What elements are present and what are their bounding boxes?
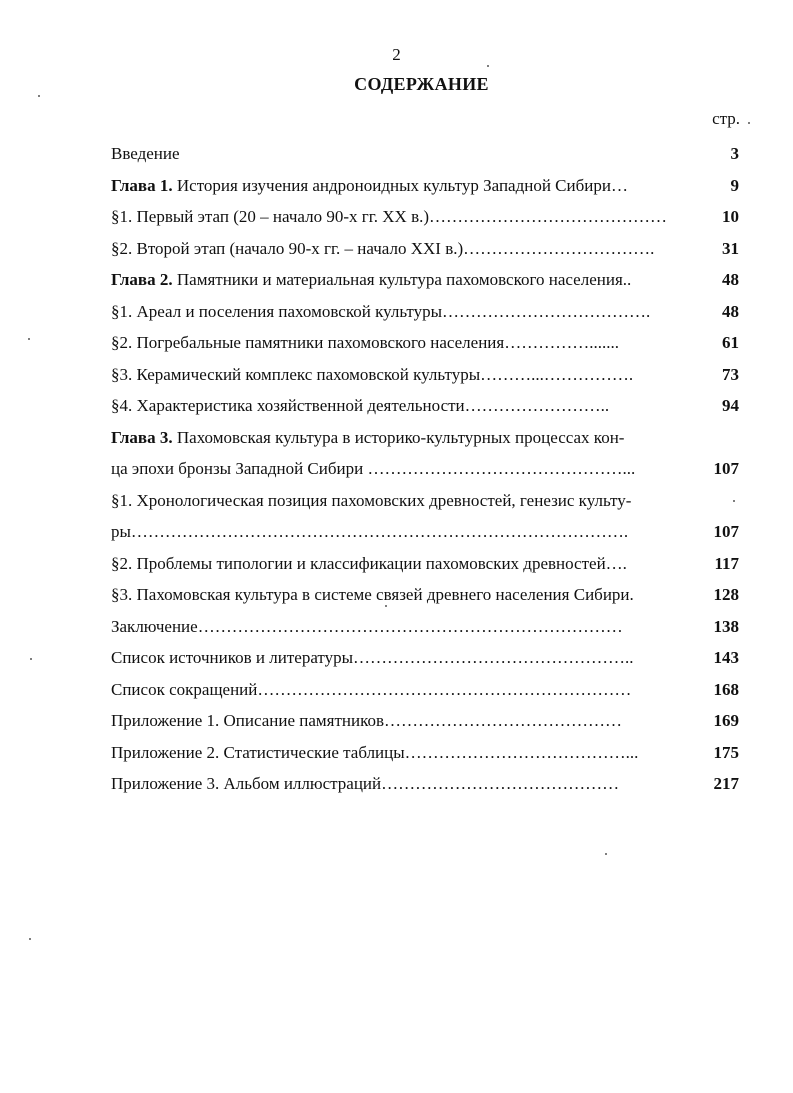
toc-entry-text: Памятники и материальная культура пахомовского населения.. [172,270,632,289]
toc-entry-page: 48 [722,301,739,321]
toc-entry-text: Введение [111,144,180,163]
toc-entry-bibliography[interactable] [111,642,739,674]
toc-entry-text: Заключение………………………………………………………………… [111,616,623,636]
toc-entry-text: §3. Пахомовская культура в системе связей древнего населения Сибири. [111,585,634,604]
toc-entry-text: ры……………………………………………………………………………. [111,522,629,541]
toc-entry-chapter-3-continued[interactable] [111,453,739,485]
toc-entry-ch1-section-1[interactable] [111,201,739,233]
toc-entry-page: 107 [713,522,739,541]
toc-entry-text: §1. Ареал и поселения пахомовской культуры………………………………. [111,301,651,321]
toc-entry-text: §1. Первый этап (20 – начало 90-х гг. ХХ в.)…………………………………… [111,207,668,226]
toc-entry-page: 73 [722,364,739,384]
toc-entry-text: Список сокращений………………………………………………………… [111,679,632,699]
scan-speck [29,938,31,940]
toc-entry-text: §4. Характеристика хозяйственной деятельности…………………….. [111,396,610,415]
toc-entry-page: 61 [722,333,739,352]
toc-entry-appendix-3[interactable] [111,768,739,800]
toc-entry-page: 175 [713,742,739,762]
toc-entry-ch1-section-2[interactable] [111,233,739,265]
scan-speck [748,122,750,124]
toc-entry-text: Приложение 3. Альбом иллюстраций…………………………………… [111,774,620,793]
toc-entry-page: 107 [713,459,739,478]
scan-speck [605,853,607,855]
toc-entry-page: 217 [713,774,739,793]
toc-entry-page: 128 [713,585,739,604]
page-number-text: 2 [392,45,401,64]
table-of-contents [111,138,739,800]
toc-entry-text: §2. Погребальные памятники пахомовского населения……………....... [111,333,619,352]
scan-speck [487,65,489,67]
toc-entry-prefix: Глава 1. [111,175,173,195]
toc-entry-ch2-section-3[interactable] [111,359,739,391]
page-title: СОДЕРЖАНИЕ [354,74,489,94]
toc-entry-page: 31 [722,238,739,258]
toc-entry-ch2-section-4[interactable] [111,390,739,422]
toc-entry-abbreviations[interactable] [111,674,739,706]
toc-entry-text: Приложение 2. Статистические таблицы…………………………………... [111,742,639,762]
toc-entry-page: 9 [730,175,739,195]
scan-speck [385,605,387,607]
page-number [30,45,793,65]
toc-entry-chapter-2[interactable] [111,264,739,296]
toc-entry-ch2-section-2[interactable] [111,327,739,359]
toc-entry-text: §3. Керамический комплекс пахомовской культуры………...……………. [111,364,634,384]
toc-entry-appendix-2[interactable] [111,737,739,769]
toc-entry-text: История изучения андроноидных культур Западной Сибири… [172,175,628,195]
toc-entry-text: Приложение 1. Описание памятников…………………………………… [111,711,623,730]
toc-entry-text: Пахомовская культура в историко-культурных процессах кон- [172,427,625,447]
page-column-header: стр. [712,109,740,128]
toc-entry-page: 94 [722,396,739,415]
toc-entry-page: 48 [722,270,739,289]
toc-entry-ch3-section-3[interactable] [111,579,739,611]
toc-entry-page: 169 [713,711,739,730]
toc-entry-chapter-1[interactable] [111,170,739,202]
toc-entry-text: Список источников и литературы………………………………………….. [111,648,634,667]
toc-entry-page: 117 [714,553,739,573]
toc-entry-page: 168 [713,679,739,699]
toc-entry-ch2-section-1[interactable] [111,296,739,328]
scan-speck [38,95,40,97]
scan-speck [28,338,30,340]
toc-entry-text: ца эпохи бронзы Западной Сибири ………………………………………... [111,459,636,478]
toc-entry-text: §1. Хронологическая позиция пахомовских древностей, генезис культу- [111,490,632,510]
toc-entry-introduction[interactable] [111,138,739,170]
toc-entry-ch3-section-1-continued[interactable] [111,516,739,548]
toc-entry-ch3-section-1[interactable] [111,485,739,517]
toc-entry-appendix-1[interactable] [111,705,739,737]
toc-entry-text: §2. Второй этап (начало 90-х гг. – начало ХХI в.)……………………………. [111,238,655,258]
toc-entry-chapter-3[interactable] [111,422,739,454]
toc-entry-page: 143 [713,648,739,667]
toc-entry-prefix: Глава 2. [111,270,173,289]
toc-entry-page: 10 [722,207,739,226]
scan-speck [30,658,32,660]
toc-entry-conclusion[interactable] [111,611,739,643]
toc-entry-page: 3 [730,144,739,163]
toc-entry-text: §2. Проблемы типологии и классификации пахомовских древностей…. [111,553,627,573]
toc-entry-page: 138 [713,616,739,636]
toc-entry-ch3-section-2[interactable] [111,548,739,580]
scan-speck [733,500,735,502]
toc-entry-prefix: Глава 3. [111,427,173,447]
